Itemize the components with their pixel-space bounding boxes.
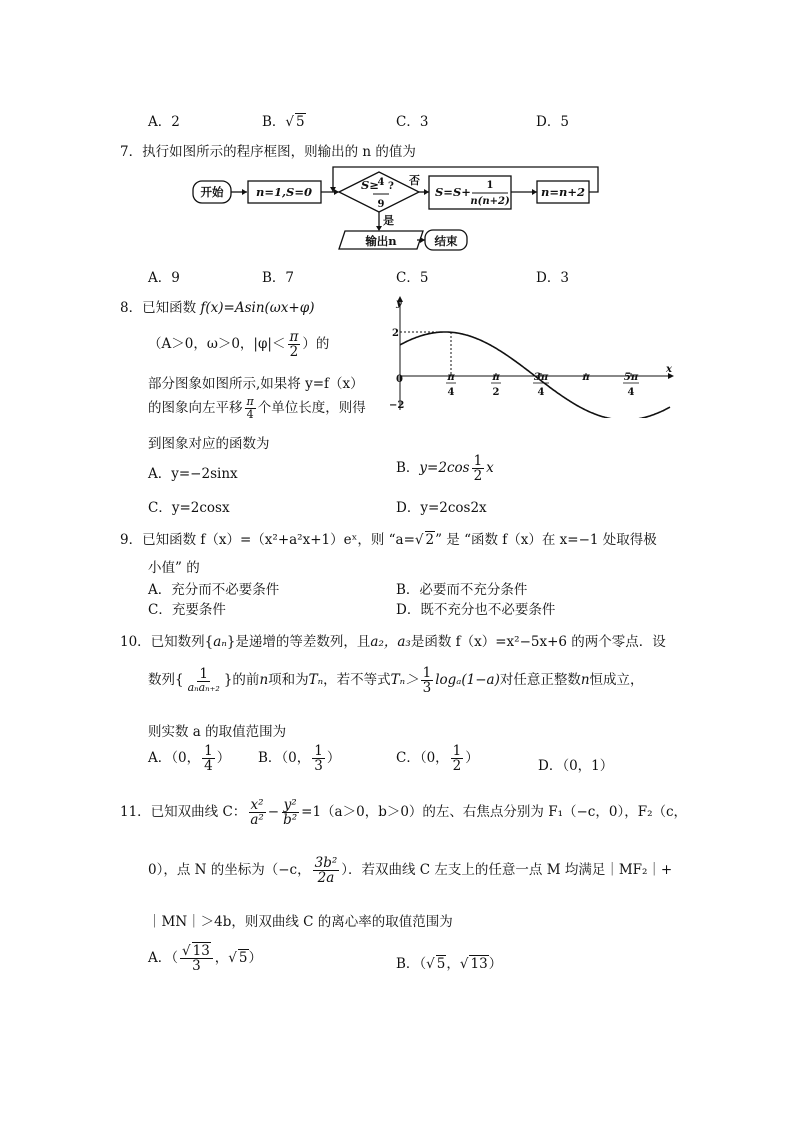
- q10-line2-d: ，若不等式: [323, 672, 391, 689]
- q11-option-b-label: B．（: [396, 956, 427, 972]
- q8-line3-a: 的图象向左平移: [148, 400, 243, 416]
- q8-option-b: [396, 454, 494, 483]
- tick-label-den: 4: [447, 387, 455, 398]
- q10-line2-b: }的前: [223, 672, 260, 689]
- q9-line2: 小值” 的: [148, 560, 200, 576]
- q8-stem-prefix: 8．已知函数: [120, 300, 201, 316]
- q11-option-a-den: 3: [192, 958, 201, 975]
- q11-option-b-sqrt2: 13: [470, 956, 488, 972]
- q8-line2: 部分图象如图所示,如果将 y=f（x）: [148, 376, 364, 392]
- q11-line2: [148, 856, 672, 885]
- q10-ineq: Tₙ＞: [390, 672, 419, 689]
- q9-option-d: D．既不充分也不必要条件: [396, 602, 556, 618]
- q7-stem: 7．执行如图所示的程序框图，则输出的 n 的值为: [120, 144, 416, 160]
- q11-option-b: B．（√ 5，√ 13）: [396, 956, 503, 972]
- q11-option-b-sqrt: 5: [436, 956, 446, 972]
- q10-option-c-den: 2: [452, 758, 462, 775]
- q10-line1-a: 10．已知数列{: [120, 634, 214, 650]
- q10-option-b-end: ）: [326, 750, 341, 767]
- flow-arrowhead: [420, 237, 425, 243]
- q10-line2-f: 恒成立，: [589, 672, 644, 689]
- q8-line4: 到图象对应的函数为: [148, 436, 270, 452]
- flow-cond-top: S≥: [361, 178, 379, 192]
- q10-option-c-num: 1: [452, 743, 462, 759]
- q10-line2: [148, 666, 644, 695]
- q10-line1-c: 是函数 f（x）=x²−5x+6 的两个零点．设: [410, 634, 666, 650]
- q8-shift-den: 4: [246, 408, 254, 421]
- q10-option-a-frac: [202, 744, 215, 773]
- q11-line3: ｜MN｜＞4b，则双曲线 C 的离心率的取值范围为: [148, 914, 453, 930]
- q6-option-b-radicand: 5: [296, 114, 305, 130]
- q10-line2-a: 数列{: [148, 672, 184, 689]
- q8-func: f(x)=Asin(ωx+φ): [200, 300, 315, 316]
- q10-line1: [120, 630, 666, 650]
- q8-option-d: D．y=2cos2x: [396, 500, 487, 516]
- q10-option-d: D．（0，1）: [538, 758, 614, 774]
- q11-option-a-comma: ，: [214, 950, 229, 967]
- q10-option-c-label: C．（0，: [396, 750, 449, 767]
- q10-option-a-end: ）: [216, 750, 231, 767]
- q10-option-a-label: A．（0，: [148, 750, 201, 767]
- x-axis-label: x: [666, 364, 672, 375]
- q7-option-a: A．9: [148, 270, 180, 286]
- q7-option-c: C．5: [396, 270, 429, 286]
- flow-arrowhead: [334, 189, 339, 195]
- q10-terms: a₂，a₃: [370, 634, 411, 650]
- q10-option-b-frac: [312, 744, 325, 773]
- q11-frac-y-num: y²: [283, 797, 297, 813]
- tick-label-num: π: [582, 372, 590, 383]
- q9-line1: 9．已知函数 f（x）=（x²+a²x+1）eˣ，则 “a=√ 2” 是 “函数 f（x）在 x=−1 处取得极: [120, 532, 657, 548]
- q10-seq-frac-den: aₙaₙ₊₂: [187, 681, 220, 695]
- flow-incr-text: n=n+2: [541, 185, 585, 199]
- flow-arrowhead: [424, 189, 429, 195]
- q6-option-a: A．2: [148, 114, 180, 130]
- q7-option-b: B．7: [262, 270, 295, 286]
- q11-option-a-label: A．（: [148, 950, 178, 967]
- q11-line2-a: 0），点 N 的坐标为（−c，: [148, 862, 311, 879]
- q10-option-b: [258, 744, 340, 773]
- q11-option-b-comma: ，: [446, 956, 460, 972]
- q10-option-c: [396, 744, 479, 773]
- q10-seq-frac-num: 1: [199, 666, 209, 683]
- q7-option-d: D．3: [536, 270, 569, 286]
- q8-cond-den: 2: [289, 344, 299, 361]
- q11-point-frac-den: 2a: [317, 870, 335, 887]
- flow-init-text: n=1,S=0: [256, 185, 312, 199]
- q8-line3: [148, 396, 366, 421]
- q10-n: n: [580, 672, 590, 689]
- q10-option-a-den: 4: [204, 758, 213, 775]
- q11-option-a-end: ）: [248, 950, 262, 967]
- origin-label: 0: [396, 374, 403, 385]
- y-min-label: −2: [389, 400, 405, 411]
- flow-yes-label: 是: [383, 214, 394, 227]
- tick-label-num: π: [447, 372, 455, 383]
- q9-sqrt: 2: [425, 532, 435, 548]
- q10-seq: aₙ: [213, 634, 227, 650]
- q10-line2-e: 对任意正整数: [499, 672, 581, 689]
- q8-stem: [120, 296, 314, 316]
- q10-seq-frac: [186, 667, 222, 694]
- q8-option-b-func: y=2cos: [419, 460, 470, 477]
- flow-cond-num: 4: [377, 177, 385, 188]
- flow-cond-q: ?: [388, 181, 394, 192]
- q11-frac-y-den: b²: [283, 812, 298, 829]
- q10-ineq-frac-den: 3: [422, 680, 432, 697]
- q10-log: logₐ(1−a): [435, 672, 500, 689]
- q8-option-c: C．y=2cosx: [148, 500, 230, 516]
- q6-option-c: C．3: [396, 114, 429, 130]
- q8-option-b-label: B．: [396, 460, 420, 477]
- q8-option-b-num: 1: [473, 453, 483, 469]
- q10-option-b-num: 1: [314, 743, 323, 759]
- tick-label-den: 4: [537, 387, 545, 398]
- q11-point-frac: [313, 856, 340, 885]
- q10-n: n: [259, 672, 269, 689]
- q9-line1-b: ” 是 “函数 f（x）在 x=−1 处取得极: [435, 532, 657, 548]
- flow-arrowhead: [376, 226, 382, 231]
- q11-frac-x-num: x²: [250, 797, 264, 813]
- q10-option-c-end: ）: [465, 750, 479, 767]
- q9-option-c: C．充要条件: [148, 602, 226, 618]
- q11-line1-a: 11．已知双曲线 C：: [120, 804, 247, 821]
- q9-line1-a: 9．已知函数 f（x）=（x²+a²x+1）eˣ，则 “a=: [120, 532, 415, 548]
- q10-ineq-frac: [421, 666, 434, 695]
- q8-cond-num: π: [289, 329, 299, 345]
- q10-option-c-frac: [451, 744, 464, 773]
- q8-option-b-var: x: [486, 460, 494, 477]
- q9-option-a: A．充分而不必要条件: [148, 582, 280, 598]
- q6-option-b-label: B．: [262, 114, 286, 130]
- q11-frac-x-den: a²: [250, 812, 264, 829]
- q11-line2-b: ）．若双曲线 C 左支上的任意一点 M 均满足｜MF₂｜+: [341, 862, 673, 879]
- q10-option-b-label: B．（0，: [258, 750, 311, 767]
- tick-label-den: 4: [627, 387, 635, 398]
- q7-flowchart: [185, 164, 605, 260]
- q8-shift-frac: [245, 396, 256, 420]
- flow-update-prefix: S=S+: [435, 185, 471, 199]
- q11-point-frac-num: 3b²: [314, 855, 338, 871]
- q11-option-a-frac: $\frac{√ 13}{3}$: [180, 944, 213, 973]
- q10-line2-c: 项和为: [268, 672, 309, 689]
- q8-option-b-frac: [472, 454, 485, 483]
- tick-label-num: 3π: [533, 372, 549, 383]
- tick-label-den: 2: [492, 387, 500, 398]
- y-axis-label: y: [396, 298, 402, 309]
- q11-option-a: A．（ $\frac{√ 13}{3}$ ，√ 5）: [148, 943, 262, 975]
- flow-cond-den: 9: [377, 199, 385, 210]
- flow-start-text: 开始: [200, 185, 224, 199]
- tick-label-num: 5π: [623, 372, 639, 383]
- q11-line1: [120, 798, 687, 827]
- q10-line3: 则实数 a 的取值范围为: [148, 724, 287, 740]
- q8-cond-end: ）的: [302, 336, 330, 353]
- q9-option-b: B．必要而不充分条件: [396, 582, 528, 598]
- q11-minus: −: [267, 804, 280, 821]
- y-max-label: 2: [392, 328, 399, 339]
- q10-line1-b: }是递增的等差数列，且: [226, 634, 371, 650]
- q8-cond-text: （A＞0，ω＞0，|φ|＜: [148, 336, 286, 353]
- q10-Tn: Tₙ: [308, 672, 324, 689]
- q10-option-a-num: 1: [204, 743, 213, 759]
- q8-option-b-den: 2: [473, 468, 483, 485]
- q11-frac-y: [281, 798, 299, 827]
- flow-arrowhead: [242, 189, 247, 195]
- q8-shift-num: π: [246, 395, 254, 409]
- q11-option-a-sqrt: 13: [192, 943, 210, 959]
- q11-option-a-sqrt2: 5: [238, 950, 248, 967]
- q8-graph: [388, 294, 680, 418]
- q6-option-b: B．√ 5: [262, 114, 305, 130]
- flow-no-label: 否: [409, 174, 420, 187]
- q6-option-d: D．5: [536, 114, 569, 130]
- flow-update-num: 1: [486, 180, 494, 191]
- q10-option-a: [148, 744, 230, 773]
- q11-option-b-end: ）: [488, 956, 503, 972]
- q8-cond-frac: [288, 330, 301, 359]
- flow-update-den: n(n+2): [470, 196, 510, 207]
- flow-arrowhead: [532, 189, 537, 195]
- q8-option-a: A．y=−2sinx: [148, 466, 238, 482]
- q11-frac-x: [248, 798, 265, 827]
- q10-option-b-den: 3: [314, 758, 323, 775]
- flow-end-text: 结束: [434, 234, 458, 248]
- q8-condition: [148, 330, 329, 359]
- q10-ineq-frac-num: 1: [422, 665, 432, 681]
- flow-output-text: 输出n: [365, 234, 397, 248]
- q8-line3-b: 个单位长度，则得: [257, 400, 366, 416]
- q11-line1-b: =1（a＞0，b＞0）的左、右焦点分别为 F₁（−c，0），F₂（c，: [301, 804, 688, 821]
- tick-label-num: π: [492, 372, 500, 383]
